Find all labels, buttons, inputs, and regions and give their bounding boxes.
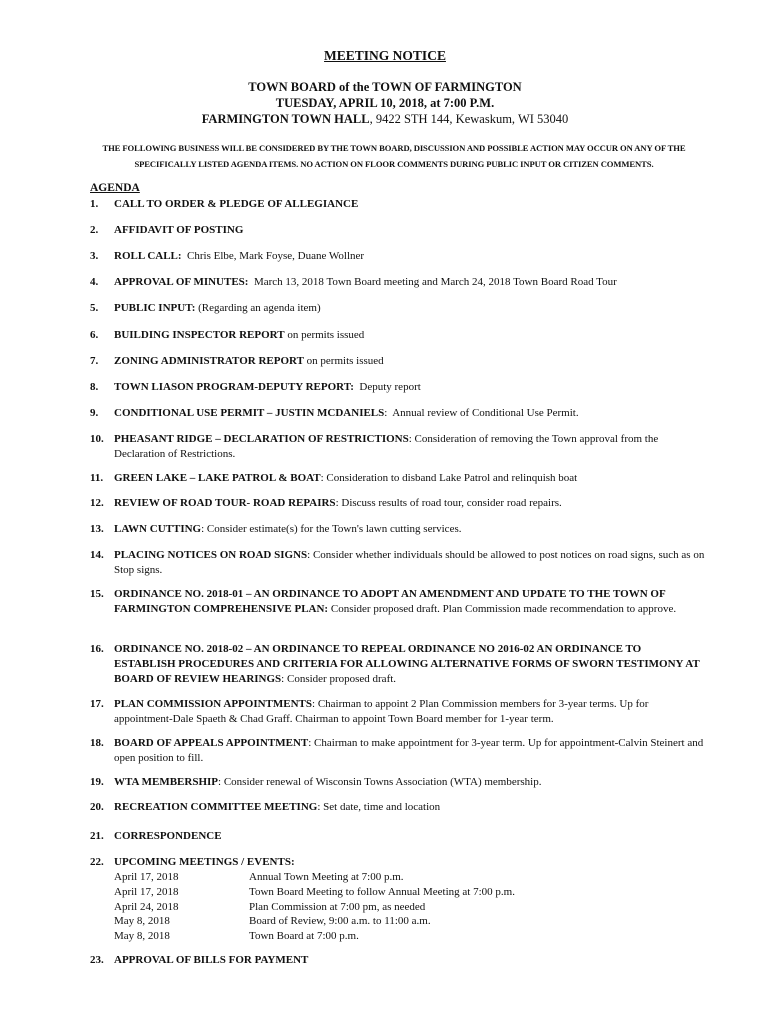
item-heading: PHEASANT RIDGE – DECLARATION OF RESTRICTIONS (114, 433, 409, 445)
agenda-item (90, 522, 705, 537)
item-heading: PUBLIC INPUT: (114, 302, 196, 314)
item-text: on permits issued (284, 329, 365, 341)
item-number: 22. (90, 856, 104, 868)
business-notice-line-1: THE FOLLOWING BUSINESS WILL BE CONSIDERED BY THE TOWN BOARD, DISCUSSION AND POSSIBLE ACTION MAY OCCUR ON ANY OF THE (102, 143, 686, 153)
item-number: 15. (90, 588, 104, 600)
item-text: Chris Elbe, Mark Foyse, Duane Wollner (181, 250, 365, 262)
event-date: May 8, 2018 (114, 915, 170, 928)
item-heading: CALL TO ORDER & PLEDGE OF ALLEGIANCE (114, 198, 359, 210)
item-text: : Consideration of removing the Town approval from the Declaration of Restrictions. (114, 433, 659, 460)
item-text: : Discuss results of road tour, consider road repairs. (335, 497, 562, 509)
item-number: 3. (90, 250, 99, 262)
item-number: 19. (90, 776, 104, 788)
event-row (114, 929, 515, 944)
agenda-item (90, 471, 705, 486)
agenda-item (90, 548, 705, 578)
item-number: 9. (90, 407, 99, 419)
agenda-item (90, 800, 705, 815)
item-number: 13. (90, 523, 104, 535)
item-heading: REVIEW OF ROAD TOUR- ROAD REPAIRS (114, 497, 336, 509)
agenda-item (90, 354, 705, 369)
agenda-item (90, 642, 705, 686)
item-heading: WTA MEMBERSHIP (114, 776, 219, 788)
item-number: 20. (90, 801, 104, 813)
item-text: : Set date, time and location (317, 801, 441, 813)
event-date: April 17, 2018 (114, 885, 179, 898)
header-location-name: FARMINGTON TOWN HALL (201, 112, 370, 126)
item-text: : Annual review of Conditional Use Permit. (384, 407, 579, 419)
item-heading: LAWN CUTTING (114, 523, 202, 535)
item-heading: BUILDING INSPECTOR REPORT (114, 329, 285, 341)
item-heading: CORRESPONDENCE (114, 830, 222, 842)
agenda-item (90, 736, 705, 766)
item-heading: APPROVAL OF BILLS FOR PAYMENT (114, 954, 309, 966)
event-date: April 24, 2018 (114, 900, 179, 913)
item-number: 18. (90, 737, 104, 749)
item-number: 6. (90, 329, 99, 341)
business-notice (88, 140, 700, 172)
item-number: 2. (90, 224, 99, 236)
event-row (114, 885, 515, 900)
item-heading: AFFIDAVIT OF POSTING (114, 224, 244, 236)
item-heading: ORDINANCE NO. 2018-02 – AN ORDINANCE TO REPEAL ORDINANCE NO 2016-02 AN ORDINANCE TO ESTABLISH PROCEDURES AND CRITERIA FOR ALLOWING ALTERNATIVE FORMS OF SWORN TESTIMONY AT BOARD OF REVIEW HEARINGS (114, 643, 700, 685)
item-text: : Consider proposed draft. (281, 672, 397, 685)
item-text: : Consideration to disband Lake Patrol and relinquish boat (320, 472, 578, 484)
agenda-item (90, 496, 705, 511)
item-heading: UPCOMING MEETINGS / EVENTS: (114, 856, 295, 868)
event-date: April 17, 2018 (114, 871, 179, 883)
agenda-item (90, 380, 705, 395)
agenda-label: AGENDA (90, 182, 140, 194)
item-heading: ROLL CALL: (114, 250, 182, 262)
item-text: : Chairman to make appointment for 3-year term. Up for appointment-Calvin Steinert and open position to fill. (114, 737, 704, 764)
item-text: (Regarding an agenda item) (195, 302, 321, 314)
item-text: : Chairman to appoint 2 Plan Commission members for 3-year terms. Up for appointment-Dale Spaeth & Chad Graff. Chairman to appoint Town Board member for 1-year term. (114, 698, 649, 725)
item-number: 4. (90, 276, 99, 288)
item-text: Deputy report (353, 381, 421, 393)
header-location-address: , 9422 STH 144, Kewaskum, WI 53040 (369, 112, 569, 126)
item-number: 23. (90, 954, 104, 966)
agenda-item (90, 406, 705, 421)
item-heading: PLAN COMMISSION APPOINTMENTS (114, 698, 313, 710)
event-description: Board of Review, 9:00 a.m. to 11:00 a.m. (249, 915, 431, 928)
agenda-item (90, 249, 705, 264)
item-number: 11. (90, 472, 104, 484)
agenda-item (90, 829, 705, 844)
agenda-item (90, 328, 705, 343)
agenda-item (90, 775, 705, 790)
item-number: 1. (90, 198, 99, 210)
event-description: Town Board at 7:00 p.m. (249, 930, 359, 943)
header-board-line: TOWN BOARD of the TOWN OF FARMINGTON (248, 80, 522, 94)
item-number: 10. (90, 433, 104, 445)
item-heading: PLACING NOTICES ON ROAD SIGNS (114, 549, 308, 561)
agenda-item (90, 275, 705, 290)
item-heading: RECREATION COMMITTEE MEETING (114, 801, 318, 813)
item-heading: TOWN LIASON PROGRAM-DEPUTY REPORT: (114, 381, 354, 393)
item-text: on permits issued (303, 355, 384, 367)
item-text: : Consider renewal of Wisconsin Towns Association (WTA) membership. (218, 776, 542, 788)
item-text: : Consider whether individuals should be allowed to post notices on road signs, such as on Stop signs. (114, 549, 705, 576)
item-heading: ZONING ADMINISTRATOR REPORT (114, 355, 304, 367)
item-number: 8. (90, 381, 99, 393)
item-text: March 13, 2018 Town Board meeting and March 24, 2018 Town Board Road Tour (248, 276, 617, 288)
agenda-item (90, 197, 705, 212)
agenda-item (90, 301, 705, 316)
event-description: Town Board Meeting to follow Annual Meeting at 7:00 p.m. (249, 885, 515, 898)
agenda-item (90, 697, 705, 727)
agenda-item (90, 223, 705, 238)
item-heading: CONDITIONAL USE PERMIT – JUSTIN MCDANIELS (114, 407, 385, 419)
header-date-line: TUESDAY, APRIL 10, 2018, at 7:00 P.M. (275, 96, 495, 110)
agenda-item (90, 953, 705, 968)
item-number: 17. (90, 698, 104, 710)
item-heading: APPROVAL OF MINUTES: (114, 276, 249, 288)
agenda-item (90, 432, 705, 462)
notice-title: MEETING NOTICE (324, 48, 446, 63)
upcoming-events-list (114, 870, 515, 944)
event-row (114, 870, 515, 885)
item-heading: BOARD OF APPEALS APPOINTMENT (114, 737, 309, 749)
item-text: : Consider estimate(s) for the Town's lawn cutting services. (201, 523, 462, 535)
event-row (114, 900, 515, 915)
header-location-line (0, 112, 770, 127)
item-number: 5. (90, 302, 99, 314)
item-text: Consider proposed draft. Plan Commission made recommendation to approve. (328, 602, 677, 615)
event-description: Plan Commission at 7:00 pm, as needed (249, 900, 426, 913)
item-heading: ORDINANCE NO. 2018-01 – AN ORDINANCE TO ADOPT AN AMENDMENT AND UPDATE TO THE TOWN OF FARMINGTON COMPREHENSIVE PLAN: (114, 588, 666, 615)
agenda-item (90, 855, 705, 870)
item-heading: GREEN LAKE – LAKE PATROL & BOAT (114, 472, 321, 484)
business-notice-line-2: SPECIFICALLY LISTED AGENDA ITEMS. NO ACTION ON FLOOR COMMENTS DURING PUBLIC INPUT OR CITIZEN COMMENTS. (134, 159, 654, 169)
event-description: Annual Town Meeting at 7:00 p.m. (249, 871, 404, 883)
agenda-item (90, 587, 705, 617)
event-date: May 8, 2018 (114, 930, 170, 943)
item-number: 16. (90, 643, 104, 655)
item-number: 12. (90, 497, 104, 509)
item-number: 21. (90, 830, 104, 842)
item-number: 7. (90, 355, 99, 367)
event-row (114, 914, 515, 929)
item-number: 14. (90, 549, 104, 561)
